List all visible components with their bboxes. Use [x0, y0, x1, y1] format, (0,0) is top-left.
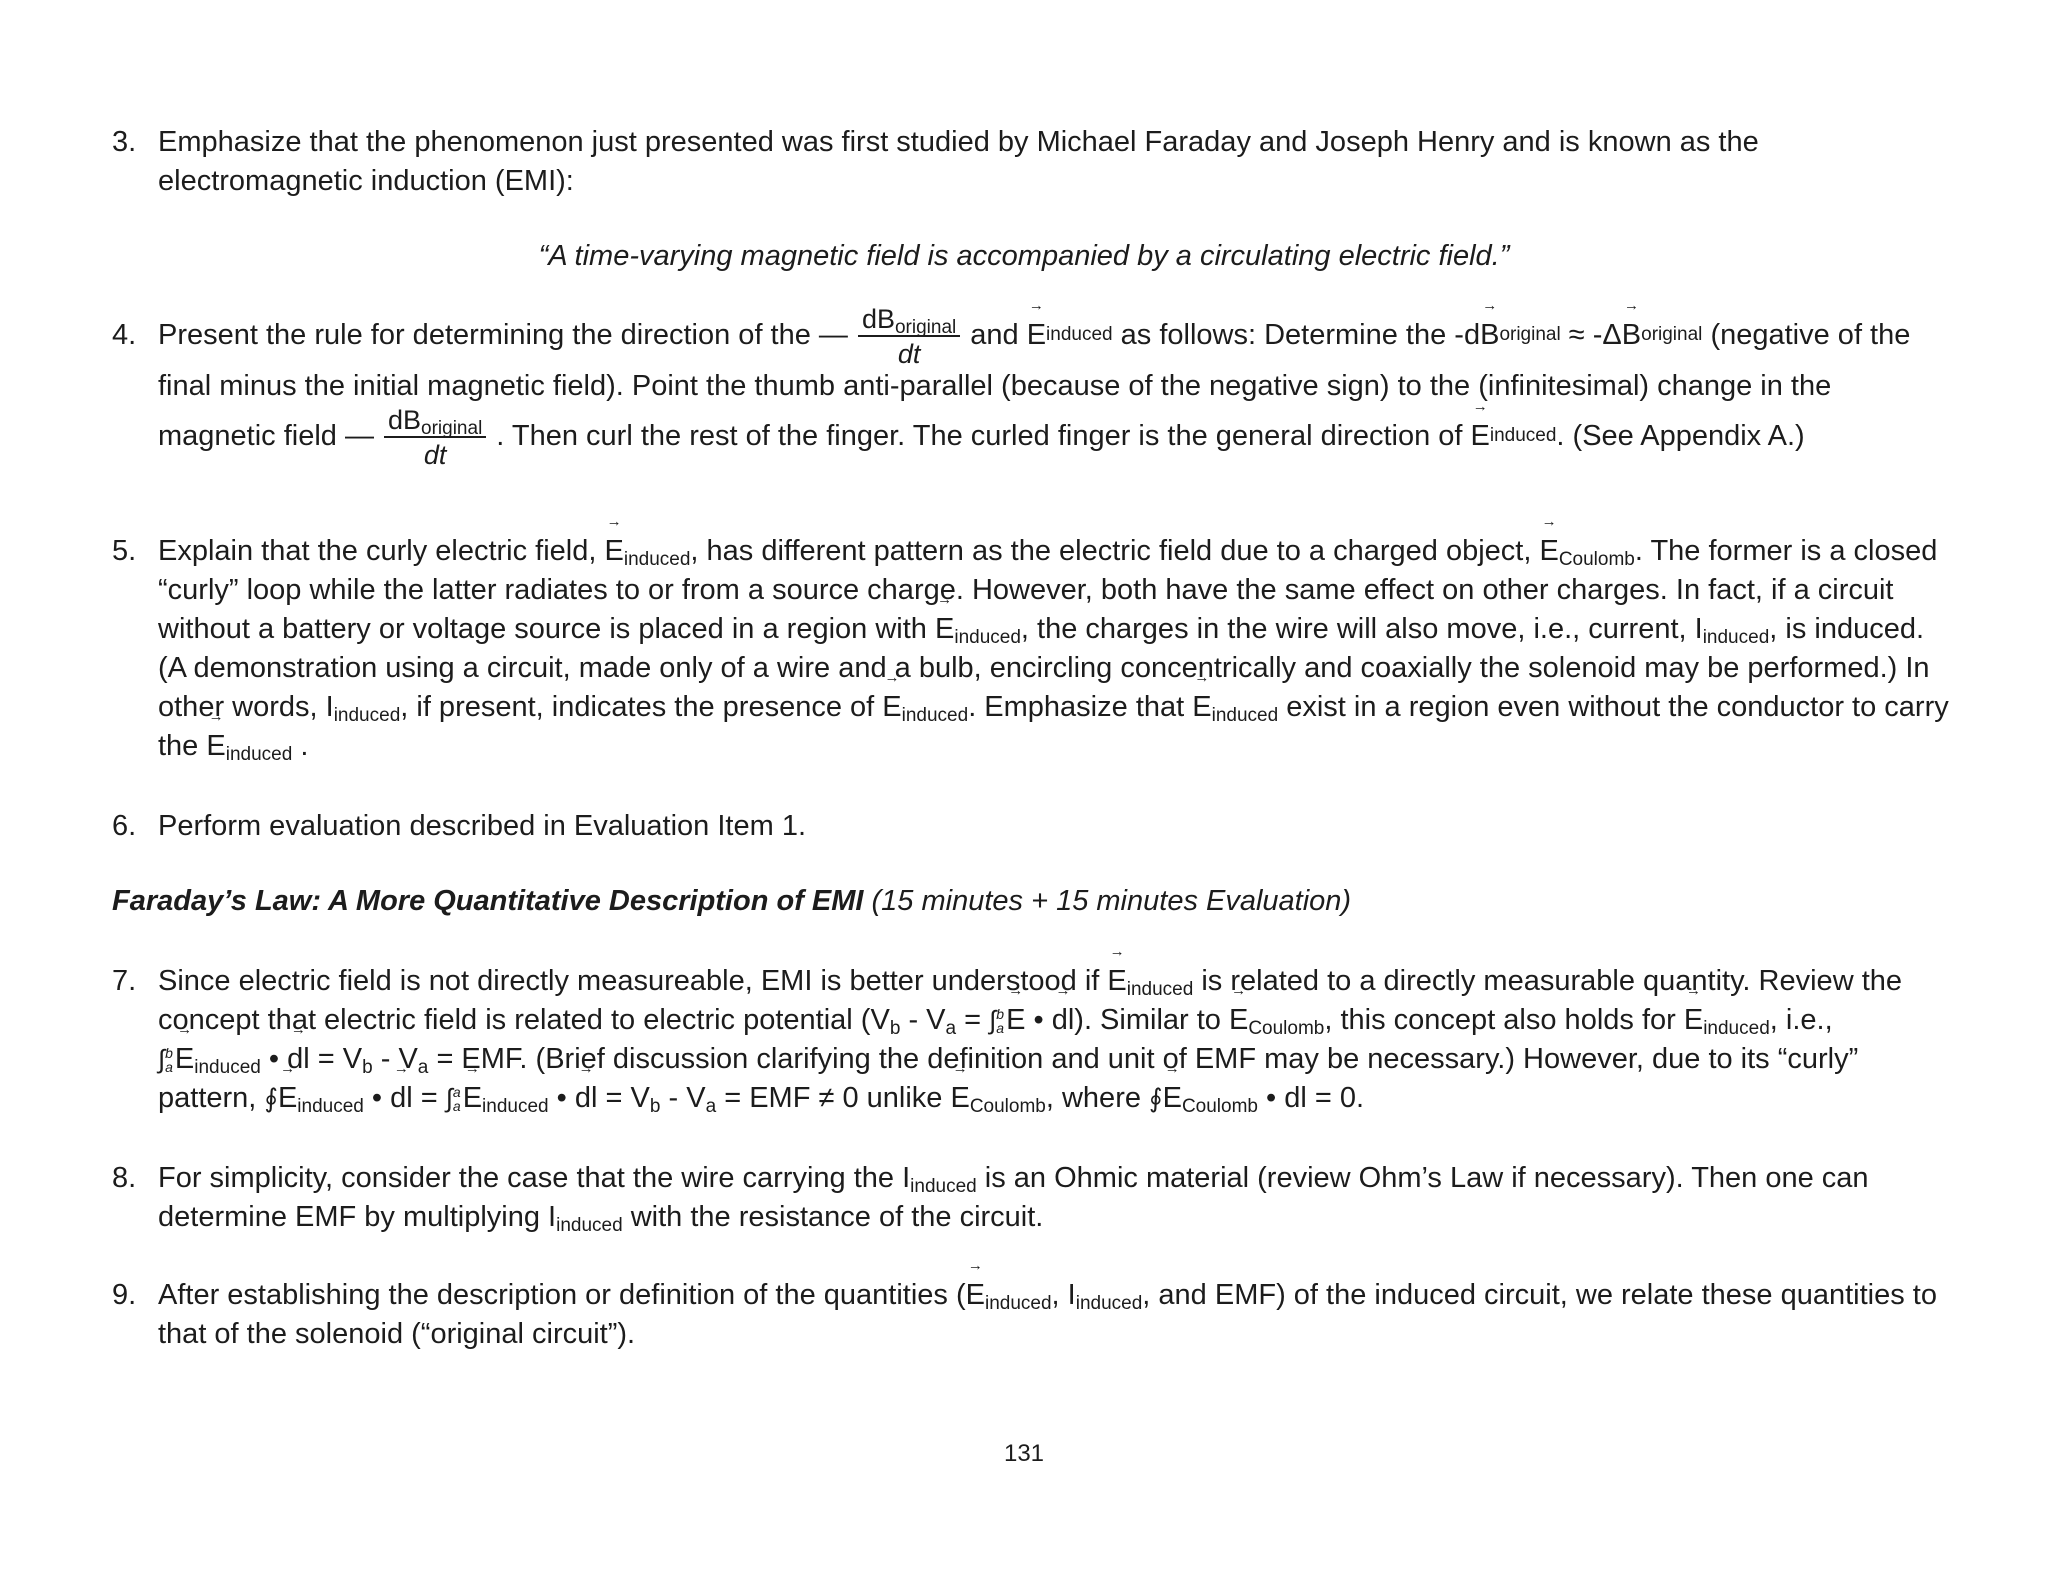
- list-item-7: [112, 962, 1972, 1118]
- item-number: 8.: [112, 1162, 137, 1194]
- emi-quote: “A time-varying magnetic field is accompanied by a circulating electric field.”: [538, 240, 1510, 272]
- item-5-line-3: without a battery or voltage source is placed in a region with → $E_{induced}$, the charges in the wire will also move, i.e., current, $I_{induced}$, is induced.: [158, 610, 1972, 649]
- item-9-line-2: that of the solenoid (“original circuit”).: [158, 1318, 636, 1350]
- item-3-line-2: electromagnetic induction (EMI):: [158, 165, 574, 197]
- item-number: 6.: [112, 810, 137, 842]
- item-6-text: Perform evaluation described in Evaluation Item 1.: [158, 810, 807, 842]
- page-number: 131: [1003, 1440, 1045, 1467]
- item-number: 9.: [112, 1279, 137, 1311]
- item-7-line-1: Since electric field is not directly measureable, EMI is better understood if → $E_{induced}$ is related to a directly measurable quantity. Review the: [158, 962, 1972, 1001]
- list-item-9: [112, 1276, 1972, 1354]
- item-5-line-4: (A demonstration using a circuit, made only of a wire and a bulb, encircling concentrically and coaxially the solenoid may be performed.) In: [158, 652, 1930, 684]
- list-item-3: [112, 123, 1972, 201]
- item-8-line-2: determine EMF by multiplying $I_{induced}$ with the resistance of the circuit.: [158, 1201, 1044, 1236]
- item-7-line-4: pattern, ∮→ $E_{induced}$ • → dl = ∫ a a → $E_{induced}$ • → dl = $V_b - V_a$ = EMF ≠ 0 unlike → $E_{Coulomb}$, where ∮→ $E_{Coulomb}$ • dl = 0.: [158, 1079, 1972, 1118]
- item-3-line-1: Emphasize that the phenomenon just presented was first studied by Michael Faraday and Joseph Henry and is known as the: [158, 126, 1759, 158]
- section-heading: Faraday’s Law: A More Quantitative Description of EMI (15 minutes + 15 minutes Evaluation): [112, 885, 1352, 917]
- list-item-5: [112, 532, 1972, 766]
- item-number: 7.: [112, 965, 137, 997]
- list-item-8: [112, 1159, 1972, 1237]
- item-4-line-2: final minus the initial magnetic field). Point the thumb anti-parallel (because of the negative sign) to the (infinitesimal) change in the: [158, 370, 1832, 402]
- item-5-line-1: Explain that the curly electric field, → $E_{induced}$, has different pattern as the electric field due to a charged object, → $E_{Coulomb}$. The former is a closed: [158, 532, 1972, 571]
- item-8-line-1: For simplicity, consider the case that the wire carrying the $I_{induced}$ is an Ohmic material (review Ohm’s Law if necessary). Then one can: [158, 1162, 1869, 1197]
- item-number: 4.: [112, 319, 137, 351]
- item-number: 3.: [112, 126, 137, 158]
- item-5-line-6: the → $E_{induced}$ .: [158, 727, 1972, 766]
- item-9-line-1: After establishing the description or definition of the quantities (→ $E_{induced}$, $I_{induced}$, and EMF) of the induced circuit, we relate these quantities to: [158, 1276, 1972, 1315]
- item-7-line-2: concept that electric field is related to electric potential ($V_b - V_a$ = ∫ b a → E • → dl). Similar to → $E_{Coulomb}$, this concept also holds for → $E_{induced}$, i.e.,: [158, 1001, 1972, 1040]
- dB-dt-fraction: $\frac{dB_{original}}{dt}$: [384, 402, 486, 471]
- item-4-line-3: magnetic field — $\frac{dB_{original}}{dt}$ . Then curl the rest of the finger. The curled finger is the general direction of → E induced . (See Appendix A.): [158, 406, 1972, 466]
- item-number: 5.: [112, 535, 137, 567]
- list-item-4: [112, 303, 1972, 470]
- item-4-line-1: Present the rule for determining the direction of the — $\frac{dB_{original}}{dt}$ and → E induced as follows: Determine the -d → B original ≈ -Δ → B original (negative of the: [158, 305, 1972, 365]
- item-5-line-5: other words, $I_{induced}$, if present, indicates the presence of → $E_{induced}$. Emphasize that → $E_{induced}$ exist in a region even without the conductor to carry: [158, 688, 1972, 727]
- list-item-6: [112, 807, 1972, 846]
- dB-dt-fraction: $\frac{dB_{original}}{dt}$: [858, 301, 960, 370]
- item-7-line-3: ∫ b a → $E_{induced}$ • → dl = $V_b - V_a$ = EMF. (Brief discussion clarifying the definition and unit of EMF may be necessary.) However, due to its “curly”: [158, 1040, 1972, 1079]
- item-5-line-2: “curly” loop while the latter radiates to or from a source charge. However, both have the same effect on other charges. In fact, if a circuit: [158, 574, 1894, 606]
